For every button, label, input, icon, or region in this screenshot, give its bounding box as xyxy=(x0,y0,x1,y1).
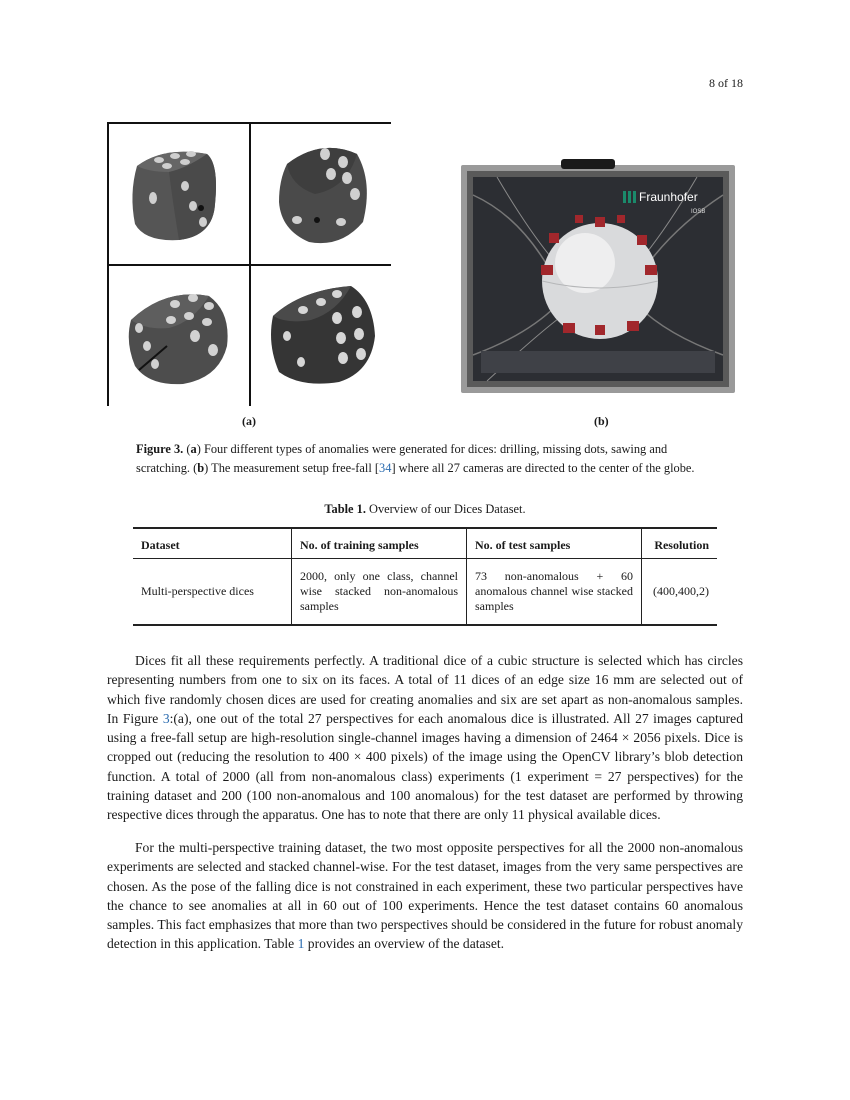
figure-caption-label: Figure 3. xyxy=(136,442,184,456)
figure-sublabel-a: (a) xyxy=(242,414,256,428)
p2-text-b: provides an overview of the dataset. xyxy=(304,936,505,952)
figure-a-dice-grid xyxy=(107,122,391,406)
dice-image-scratching xyxy=(251,266,391,406)
table-header-row xyxy=(133,528,717,559)
table-caption-label: Table 1. xyxy=(324,502,366,516)
table-header-cell: No. of training samples xyxy=(292,528,467,559)
figure-sublabel-b: (b) xyxy=(594,414,609,428)
photo-brand-sub-text: IOSB xyxy=(691,209,706,215)
table-caption xyxy=(0,502,850,517)
photo-brand-text: Fraunhofer xyxy=(639,190,698,204)
table-ref-link[interactable]: 1 xyxy=(297,936,305,952)
page-number: 8 of 18 xyxy=(709,76,743,90)
p1-text-a: Dices fit all these requirements perfectly. A traditional dice of a cubic structure is selected which has circles representing numbers from one to six on its faces. A total of 11 dices of an edge size 16 mm are selected out of which five randomly chosen dices are used for creating anomalies and six are set apart as non-anomalous samples. In Figure xyxy=(107,653,743,726)
table-header-cell: No. of test samples xyxy=(467,528,642,559)
caption-a-letter: a xyxy=(190,442,197,456)
table-cell: (400,400,2) xyxy=(642,559,718,626)
body-paragraph-1 xyxy=(107,651,743,825)
caption-b-text: ) The measurement setup free-fall [ xyxy=(204,461,380,475)
table-cell: Multi-perspective dices xyxy=(133,559,292,626)
p1-text-b: :(a), one out of the total 27 perspectives for each anomalous dice is illustrated. All 27 images captured using a free-fall setup are high-resolution single-channel images having a dimension of 2464 × 2056 pixels. Dice is cropped out (reducing the resolution to 400 × 400 pixels) of the image using the OpenCV library’s blob detection function. A total of 2000 (all from non-anomalous class) experiments (1 experiment = 27 perspectives) for the training dataset and 200 (100 non-anomalous and 100 anomalous) for the test dataset are performed by throwing respective dices through the apparatus. One has to note that there are only 11 physical available dices. xyxy=(107,710,743,823)
caption-b-letter: b xyxy=(197,461,205,475)
body-paragraph-2 xyxy=(107,838,743,954)
dice-image-sawing xyxy=(109,266,249,406)
table-header-cell: Resolution xyxy=(642,528,718,559)
figure-ref-link[interactable]: 3 xyxy=(162,710,170,726)
table-caption-text: Overview of our Dices Dataset. xyxy=(365,502,526,516)
table-cell: 73 non-anomalous + 60 anomalous channel wise stacked samples xyxy=(467,559,642,626)
table-header-cell: Dataset xyxy=(133,528,292,559)
figure-b-freefall-setup-photo xyxy=(457,155,739,403)
caption-end-text: ] where all 27 cameras are directed to the center of the globe. xyxy=(391,461,695,475)
table-cell: 2000, only one class, channel wise stacked non-anomalous samples xyxy=(292,559,467,626)
dataset-table xyxy=(133,527,717,626)
figure-caption xyxy=(136,440,716,478)
caption-a-open: ( xyxy=(186,442,191,456)
dice-image-drilling xyxy=(109,124,249,264)
caption-a-text: ) Four different types of anomalies were generated for dices: drilling, missing dots, sawing and scratching. ( xyxy=(136,442,668,475)
dice-image-missing-dots xyxy=(251,124,391,264)
p2-text-a: For the multi-perspective training dataset, the two most opposite perspectives for all the 2000 non-anomalous experiments are selected and stacked channel-wise. For the test dataset, images from the very same perspectives are chosen. As the pose of the falling dice is not constrained in each experiment, these two particular perspectives have the chance to see anomalies at all in 60 out of 100 experiments. Hence the test dataset contains 60 anomalous samples. This fact emphasizes that more than two perspectives should be considered in the future for robust anomaly detection in this application. Table xyxy=(107,840,743,952)
table-row xyxy=(133,559,717,626)
citation-link[interactable]: 34 xyxy=(379,461,392,475)
